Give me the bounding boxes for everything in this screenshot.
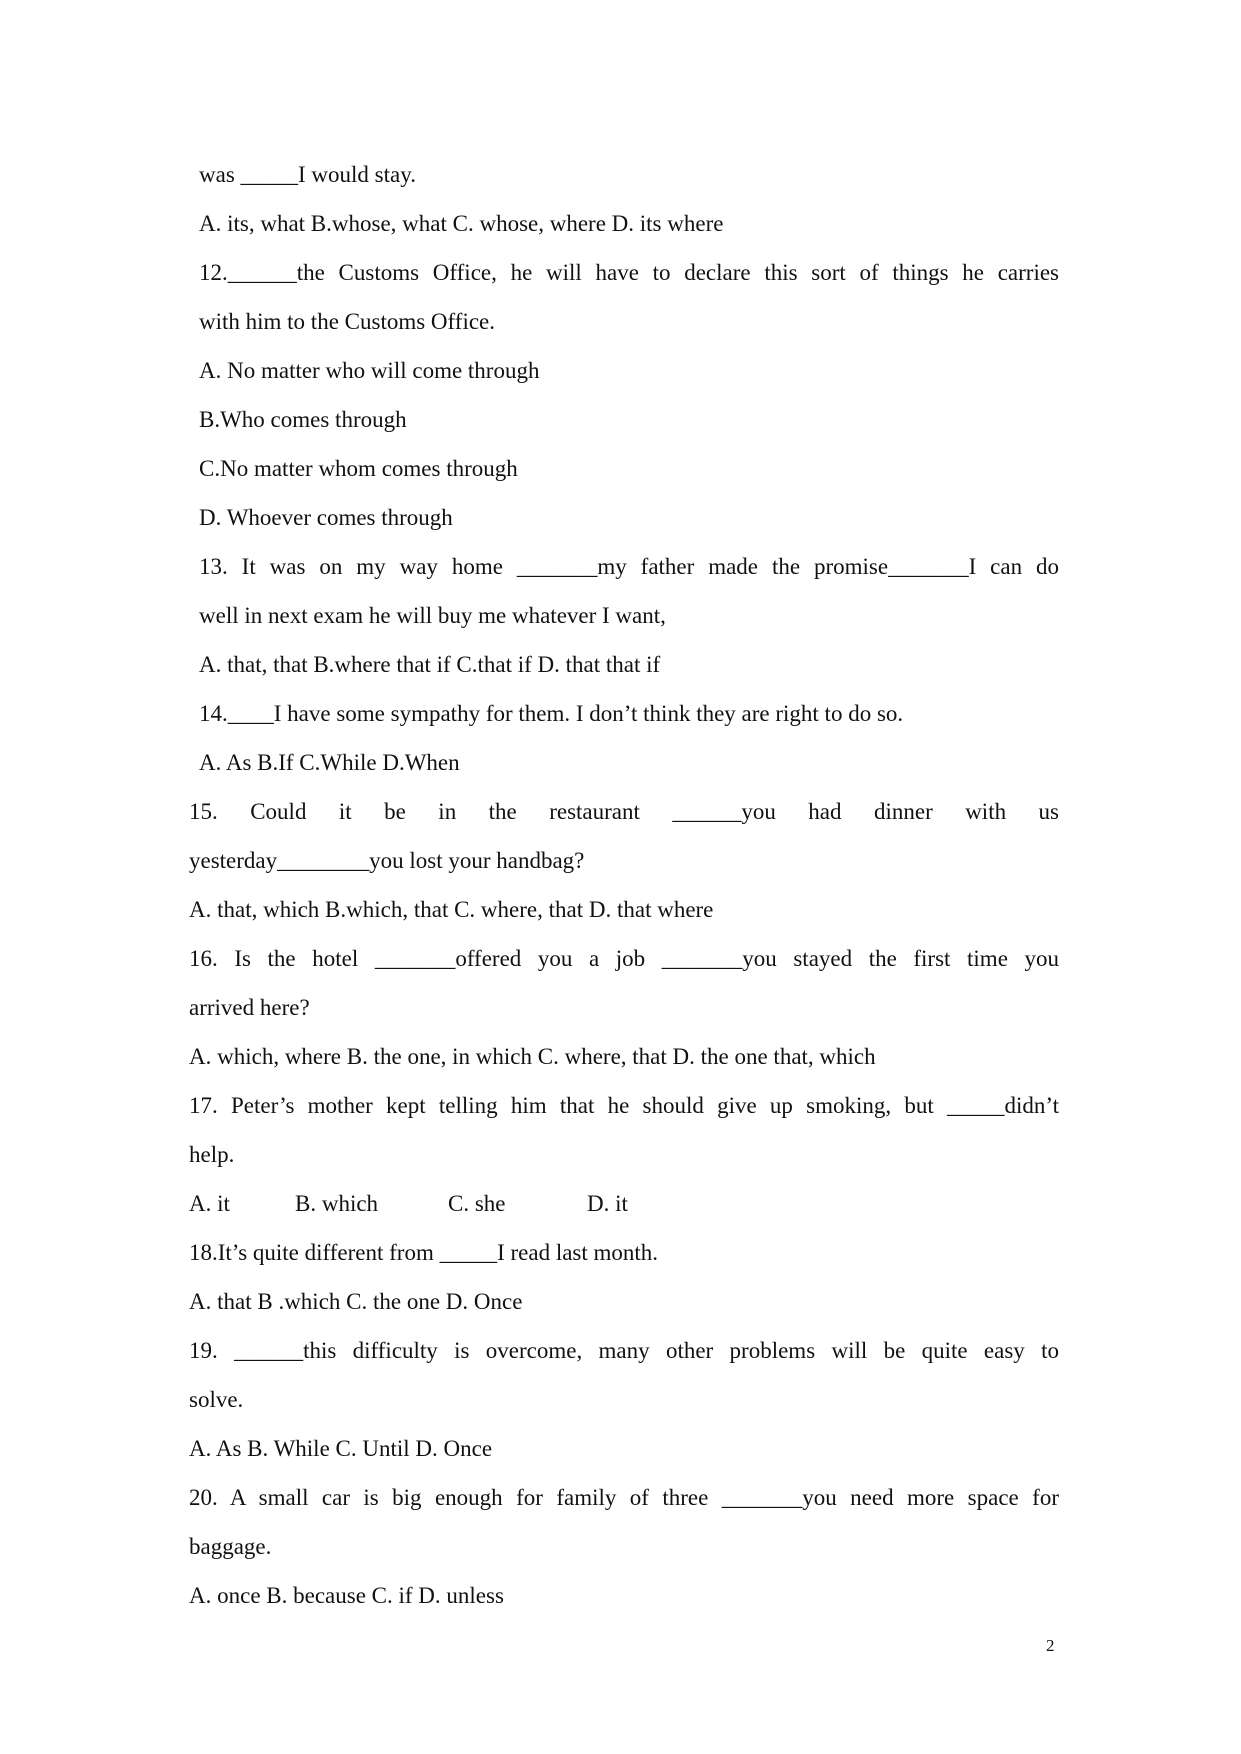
q17-options bbox=[189, 1189, 1059, 1219]
q13-options: A. that, that B.where that if C.that if D. that that if bbox=[199, 652, 661, 677]
q15-line-2: yesterday________you lost your handbag? bbox=[189, 848, 585, 873]
q18-line-1: 18.It’s quite different from _____I read last month. bbox=[189, 1240, 659, 1265]
q12-line-1: 12.______the Customs Office, he will have to declare this sort of things he carries bbox=[199, 260, 1059, 285]
q12-option-b: B.Who comes through bbox=[199, 407, 407, 432]
q11-options: A. its, what B.whose, what C. whose, where D. its where bbox=[199, 211, 724, 236]
q17-line-1: 17. Peter’s mother kept telling him that he should give up smoking, but _____didn’t bbox=[189, 1093, 1059, 1118]
q19-options: A. As B. While C. Until D. Once bbox=[189, 1436, 493, 1461]
q20-line-1: 20. A small car is big enough for family of three _______you need more space for bbox=[189, 1485, 1059, 1510]
q13-line-2: well in next exam he will buy me whatever I want, bbox=[199, 603, 666, 628]
q17-line-2: help. bbox=[189, 1142, 235, 1167]
q17-option-c: C. she bbox=[448, 1191, 506, 1216]
q17-option-a: A. it bbox=[189, 1191, 230, 1216]
q13-line-1: 13. It was on my way home _______my father made the promise_______I can do bbox=[199, 554, 1059, 579]
q11-line-2: was _____I would stay. bbox=[199, 162, 416, 187]
q15-options: A. that, which B.which, that C. where, that D. that where bbox=[189, 897, 714, 922]
q12-option-d: D. Whoever comes through bbox=[199, 505, 453, 530]
q17-option-b: B. which bbox=[295, 1191, 379, 1216]
q14-line-1: 14.____I have some sympathy for them. I don’t think they are right to do so. bbox=[199, 701, 904, 726]
q20-options: A. once B. because C. if D. unless bbox=[189, 1583, 504, 1608]
q16-line-1: 16. Is the hotel _______offered you a job _______you stayed the first time you bbox=[189, 946, 1059, 971]
q18-options: A. that B .which C. the one D. Once bbox=[189, 1289, 523, 1314]
q19-line-2: solve. bbox=[189, 1387, 244, 1412]
q16-line-2: arrived here? bbox=[189, 995, 310, 1020]
q19-line-1: 19. ______this difficulty is overcome, many other problems will be quite easy to bbox=[189, 1338, 1059, 1363]
q20-line-2: baggage. bbox=[189, 1534, 272, 1559]
q12-line-2: with him to the Customs Office. bbox=[199, 309, 496, 334]
q16-options: A. which, where B. the one, in which C. where, that D. the one that, which bbox=[189, 1044, 876, 1069]
q17-option-d: D. it bbox=[587, 1191, 628, 1216]
page-number: 2 bbox=[1046, 1636, 1055, 1655]
q15-line-1: 15. Could it be in the restaurant ______you had dinner with us bbox=[189, 799, 1059, 824]
q12-option-a: A. No matter who will come through bbox=[199, 358, 540, 383]
q12-option-c: C.No matter whom comes through bbox=[199, 456, 518, 481]
q14-options: A. As B.If C.While D.When bbox=[199, 750, 460, 775]
